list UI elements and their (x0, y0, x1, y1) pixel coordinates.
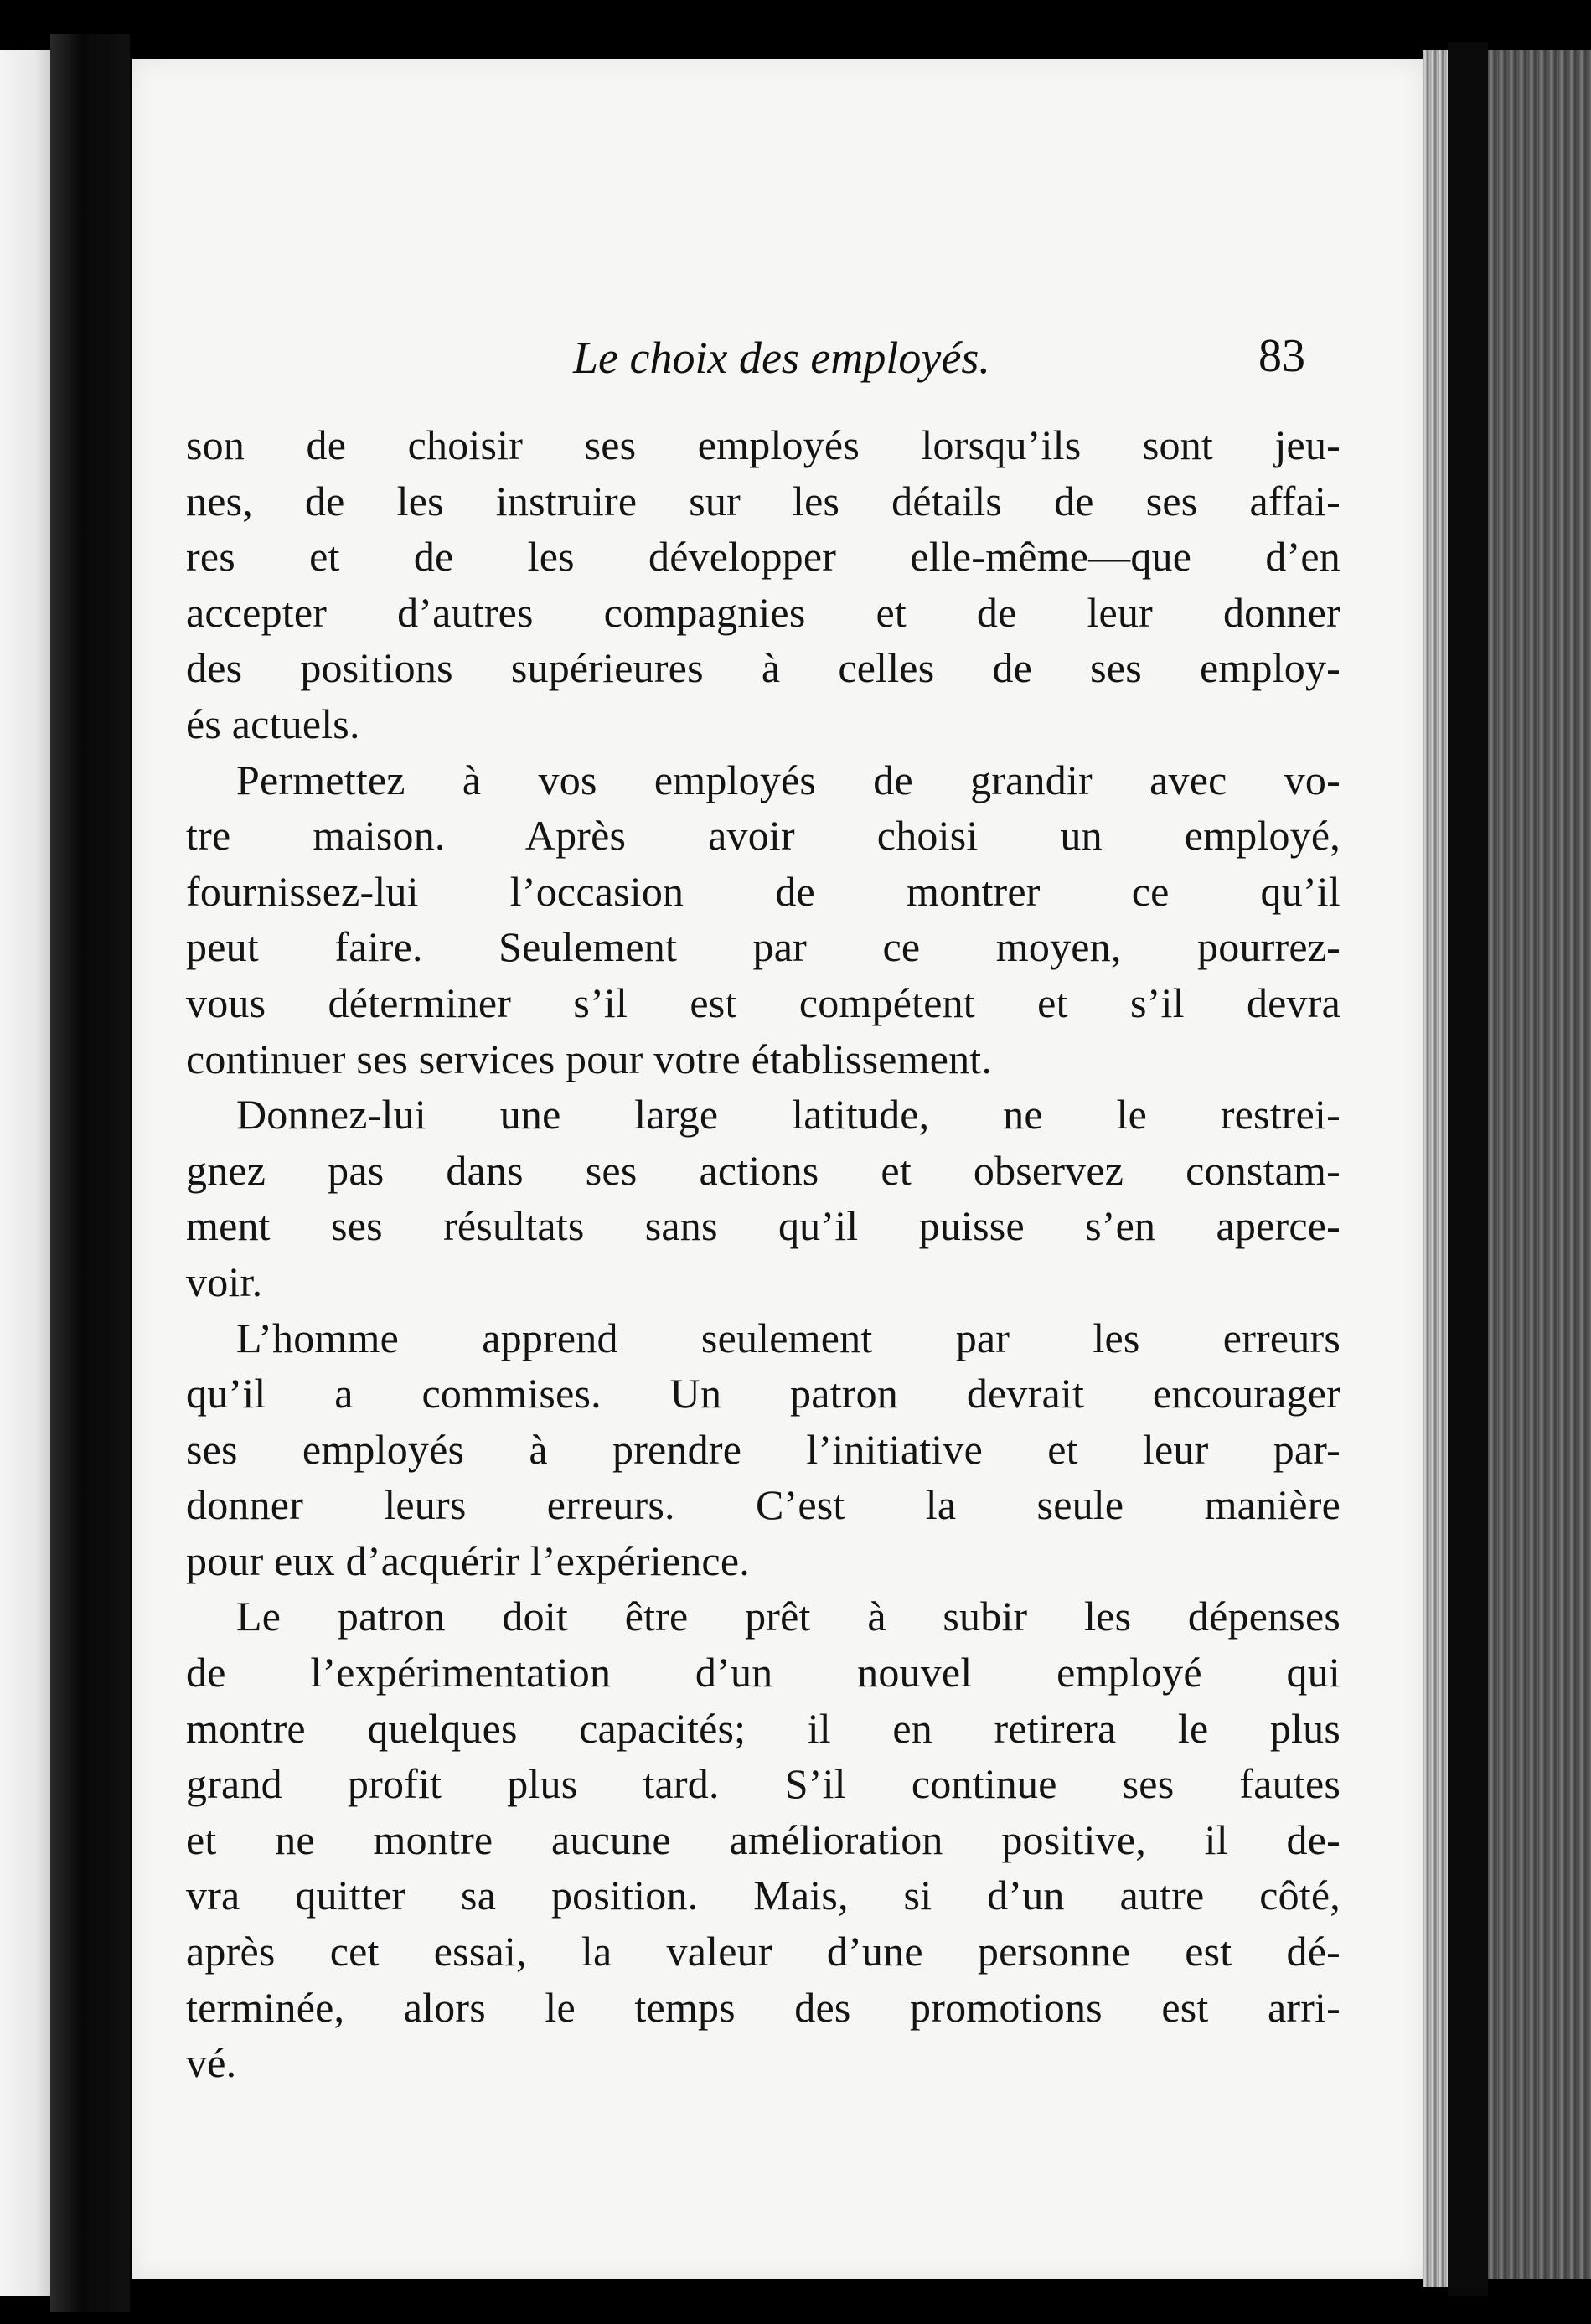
body-text (186, 417, 1340, 2135)
right-gutter (1448, 42, 1488, 2296)
text-line: donner leurs erreurs. C’est la seule manière (186, 1481, 1340, 1529)
text-line: son de choisir ses employés lorsqu’ils sont jeu- (186, 421, 1340, 468)
text-line: grand profit plus tard. S’il continue ses fautes (186, 1760, 1340, 1808)
text-line: de l’expérimentation d’un nouvel employé qui (186, 1649, 1340, 1697)
text-line: Donnez-lui une large latitude, ne le restrei- (236, 1091, 1340, 1139)
text-line: gnez pas dans ses actions et observez constam- (186, 1146, 1340, 1194)
text-line: Permettez à vos employés de grandir avec vo- (236, 756, 1340, 803)
left-gutter (50, 34, 130, 2312)
text-line: des positions supérieures à celles de ses employ- (186, 644, 1340, 692)
paragraph (186, 417, 1340, 752)
text-line: L’homme apprend seulement par les erreurs (236, 1314, 1340, 1361)
text-line: continuer ses services pour votre établissement. (186, 1035, 993, 1082)
paragraph (186, 1087, 1340, 1309)
page-number: 83 (1258, 330, 1305, 382)
text-line: peut faire. Seulement par ce moyen, pourrez- (186, 923, 1340, 971)
text-line: vé. (186, 2039, 237, 2087)
right-page-edges (1488, 50, 1591, 2279)
paragraph (186, 1588, 1340, 2090)
page-stack-edge (1423, 50, 1448, 2287)
text-line: accepter d’autres compagnies et de leur donner (186, 588, 1340, 636)
running-title: Le choix des employés. (573, 333, 990, 383)
text-line: vous déterminer s’il est compétent et s’il devra (186, 979, 1340, 1026)
text-line: res et de les développer elle-même—que d’en (186, 533, 1340, 581)
text-line: nes, de les instruire sur les détails de ses affai- (186, 477, 1340, 524)
text-line: Le patron doit être prêt à subir les dépenses (236, 1593, 1340, 1640)
text-line: ment ses résultats sans qu’il puisse s’en aperce- (186, 1202, 1340, 1250)
text-line: montre quelques capacités; il en retirera le plus (186, 1704, 1340, 1752)
text-line: fournissez-lui l’occasion de montrer ce qu’il (186, 867, 1340, 915)
text-line: après cet essai, la valeur d’une personne est dé- (186, 1928, 1340, 1975)
text-line: pour eux d’acquérir l’expérience. (186, 1536, 750, 1584)
paragraph (186, 1310, 1340, 1589)
text-line: et ne montre aucune amélioration positive, il de- (186, 1815, 1340, 1863)
text-line: voir. (186, 1258, 263, 1305)
text-line: tre maison. Après avoir choisi un employé, (186, 812, 1340, 860)
running-head (186, 328, 1340, 387)
text-line: ses employés à prendre l’initiative et leur par- (186, 1425, 1340, 1473)
text-line: terminée, alors le temps des promotions est arri- (186, 1983, 1340, 2031)
text-line: és actuels. (186, 700, 360, 747)
text-line: vra quitter sa position. Mais, si d’un autre côté, (186, 1872, 1340, 1919)
text-line: qu’il a commises. Un patron devrait encourager (186, 1370, 1340, 1418)
facing-page-edge (0, 50, 50, 2296)
paragraph (186, 752, 1340, 1087)
